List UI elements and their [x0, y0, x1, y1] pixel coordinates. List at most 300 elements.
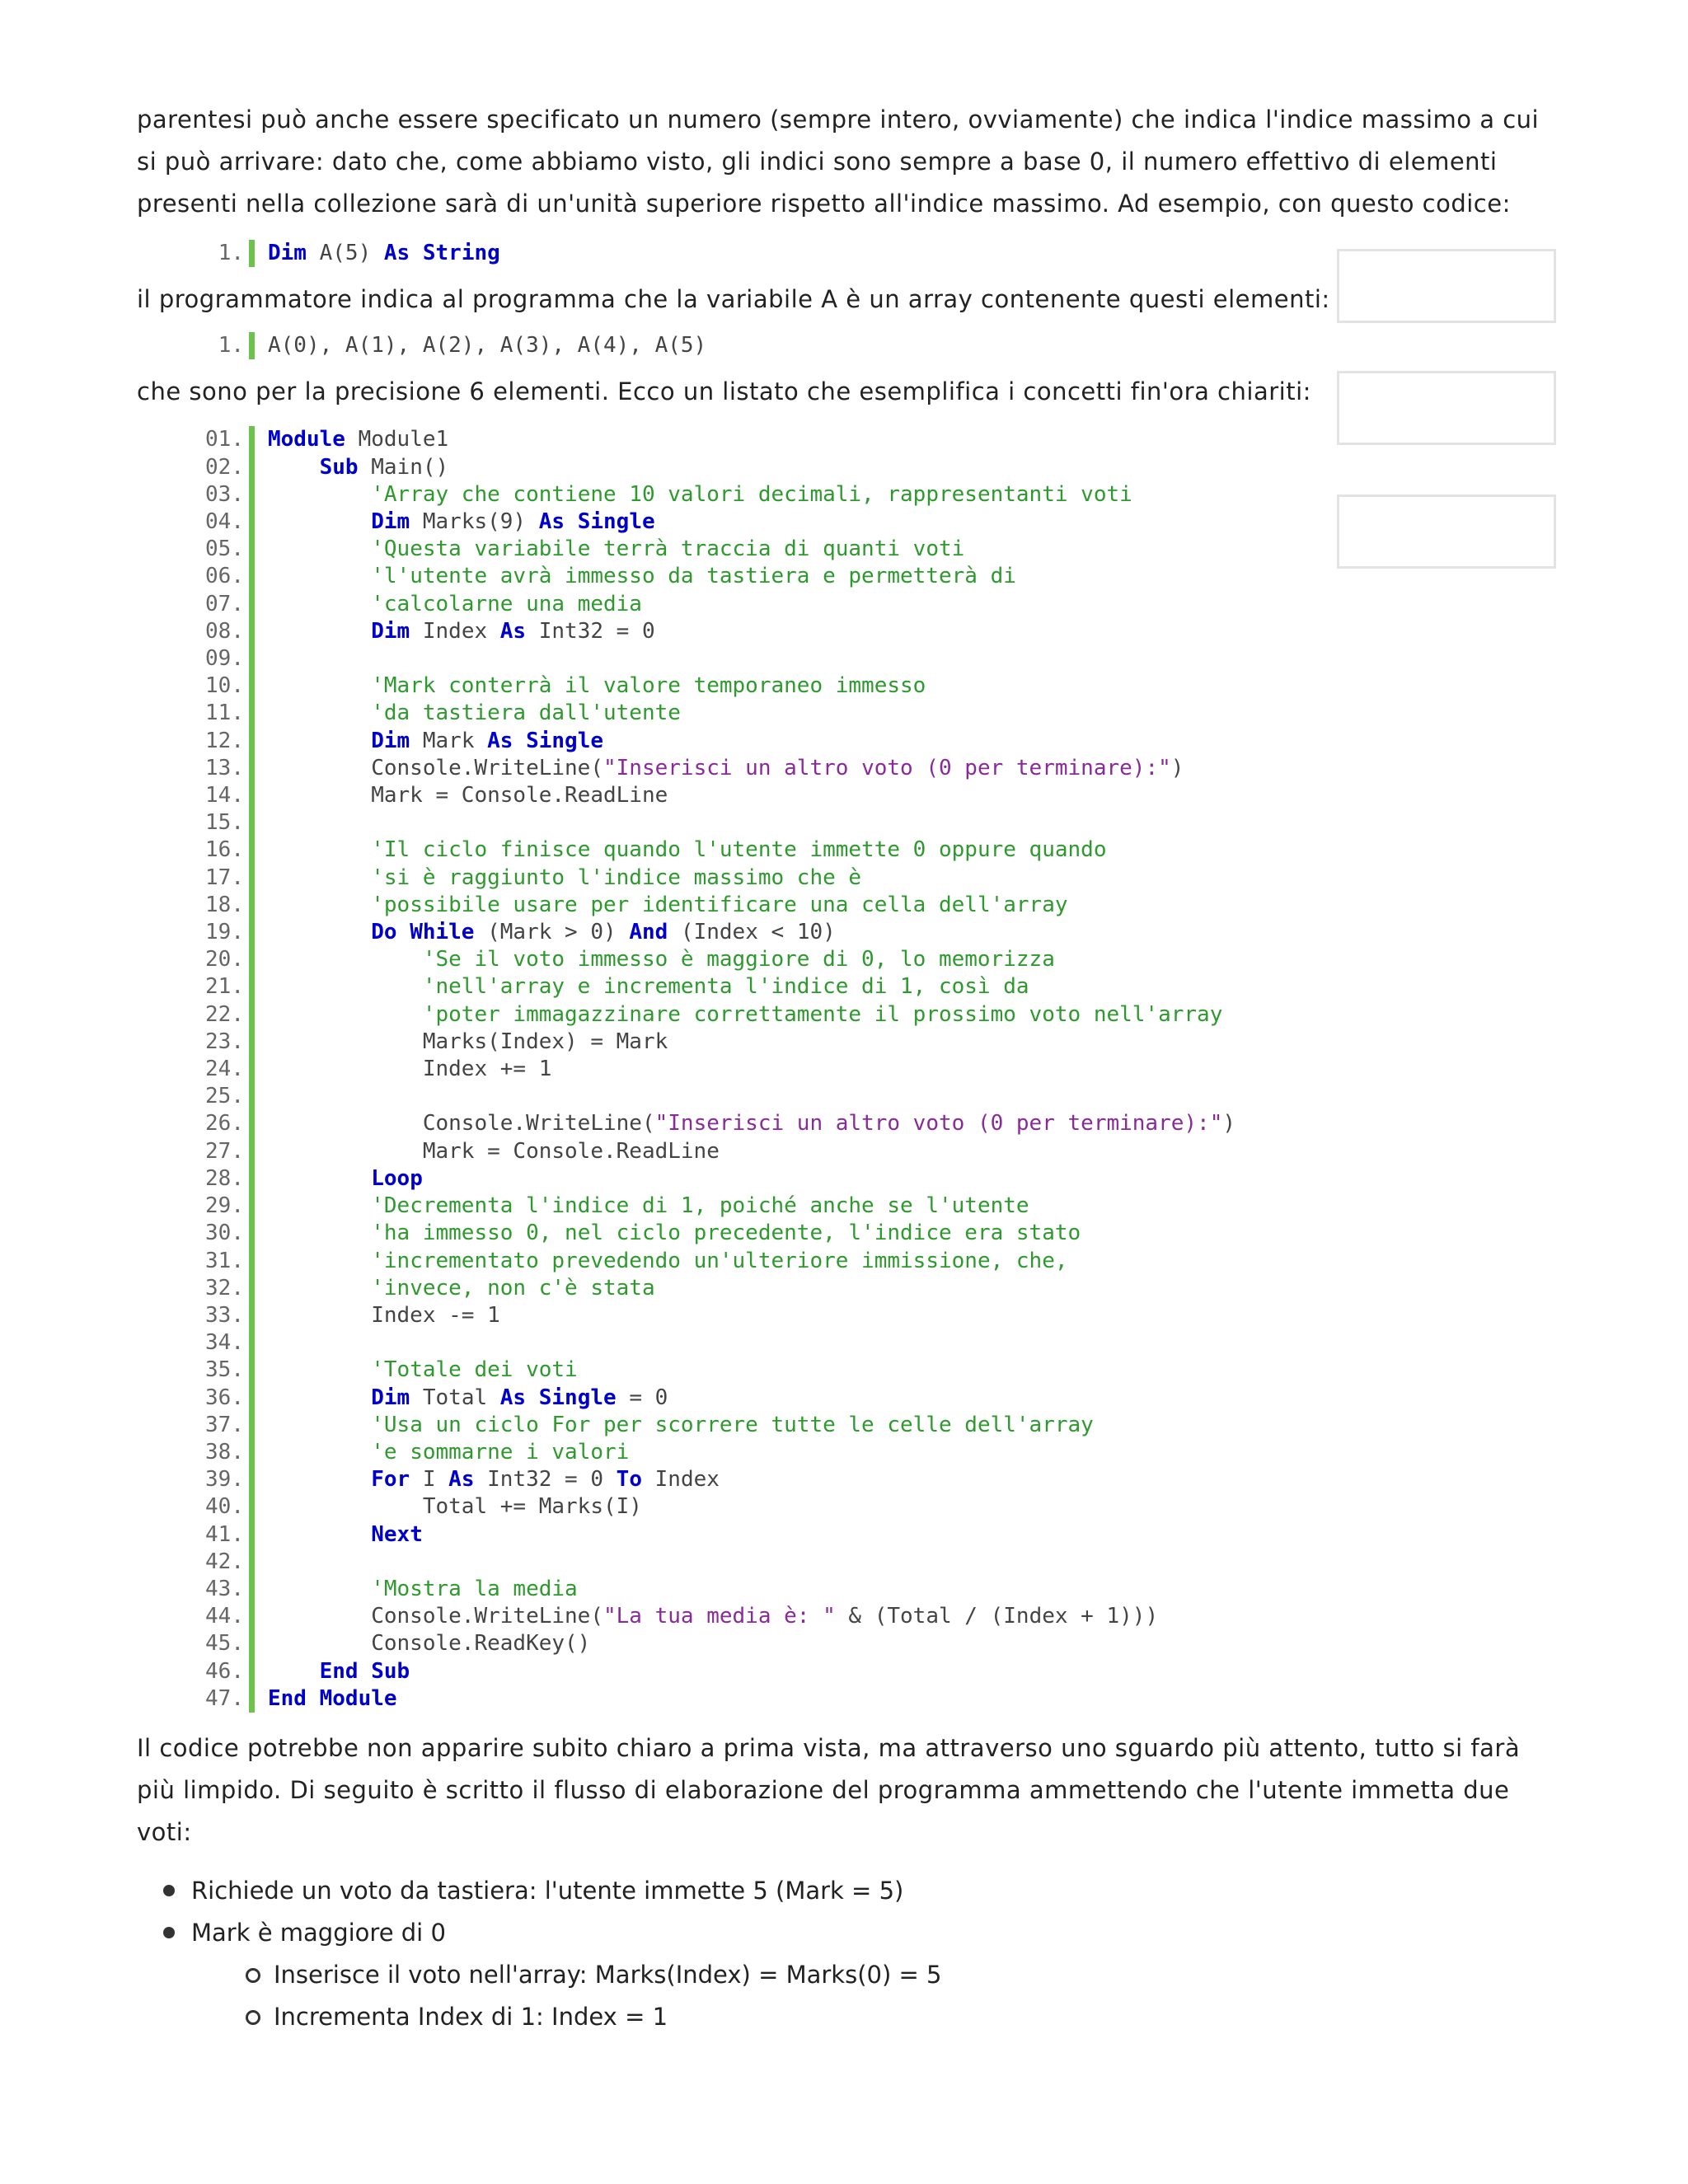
code-token: 'Il ciclo finisce quando l'utente immette 0 oppure quando — [371, 837, 1107, 863]
line-marker — [249, 536, 255, 563]
code-line — [166, 1302, 1551, 1329]
line-marker — [249, 1029, 255, 1056]
line-number: 37. — [205, 1412, 244, 1437]
code-snippet-elements — [166, 332, 1551, 359]
line-marker — [249, 1549, 255, 1576]
code-token: As — [383, 241, 410, 265]
code-token: 'Se il voto immesso è maggiore di 0, lo memorizza — [422, 947, 1055, 972]
code-token — [268, 893, 371, 917]
code-token: 'Mostra la media — [371, 1576, 578, 1601]
line-number: 40. — [205, 1494, 244, 1520]
code-text — [268, 1248, 1068, 1275]
code-token: Index -= 1 — [268, 1302, 500, 1328]
code-token — [268, 1002, 423, 1027]
code-text — [268, 454, 448, 481]
line-number: 02. — [205, 454, 244, 480]
line-number: 39. — [205, 1467, 244, 1493]
code-text — [268, 481, 1132, 509]
code-text — [268, 1466, 720, 1493]
code-token: Int32 = 0 — [474, 1467, 617, 1493]
code-token: Marks(9) — [410, 509, 539, 535]
code-token: As — [538, 509, 565, 535]
code-text — [268, 1439, 629, 1466]
code-token: Mark — [410, 728, 488, 753]
line-marker — [249, 1083, 255, 1110]
code-line — [166, 1220, 1551, 1247]
code-line — [166, 1329, 1551, 1357]
code-line — [166, 673, 1551, 700]
code-token — [268, 1357, 371, 1382]
code-token — [268, 1440, 371, 1465]
code-token: 'incrementato prevedendo un'ulteriore immissione, che, — [371, 1248, 1068, 1273]
code-token: End Sub — [319, 1658, 410, 1684]
line-number: 19. — [205, 920, 244, 945]
line-marker — [249, 1275, 255, 1302]
code-token — [268, 1522, 371, 1547]
code-text — [268, 1302, 500, 1329]
line-number: 12. — [205, 728, 244, 753]
code-line — [166, 1630, 1551, 1657]
code-token: 'poter immagazzinare correttamente il prossimo voto nell'array — [422, 1001, 1223, 1027]
nested-list-item — [274, 1996, 1551, 2038]
code-line — [166, 728, 1551, 755]
code-line — [166, 1658, 1551, 1685]
code-token — [268, 673, 371, 698]
code-text — [268, 919, 836, 946]
code-token: 'Totale dei voti — [371, 1357, 578, 1383]
line-number: 33. — [205, 1302, 244, 1328]
code-token: Total — [410, 1385, 500, 1410]
line-marker — [249, 1576, 255, 1603]
line-marker — [249, 1493, 255, 1521]
code-token — [268, 1249, 371, 1273]
line-number: 43. — [205, 1576, 244, 1601]
paragraph-explanation: Il codice potrebbe non apparire subito chiaro a prima vista, ma attraverso uno sguardo più attento, tutto si farà più limpido. Di seguito è scritto il flusso di elaborazione del programma ammettendo che l'utente immetta due voti: — [137, 1733, 1521, 1846]
code-token — [268, 1577, 371, 1601]
code-token: Index — [410, 618, 500, 644]
code-token — [268, 1385, 371, 1410]
line-marker — [249, 865, 255, 892]
code-token: Mark = Console.ReadLine — [268, 783, 668, 808]
code-text — [268, 1385, 668, 1412]
line-number: 05. — [205, 537, 244, 562]
paragraph-array-desc: il programmatore indica al programma che la variabile A è un array contenente questi elementi: — [137, 285, 1330, 314]
line-number: 09. — [205, 646, 244, 672]
code-token: "Inserisci un altro voto (0 per terminare):" — [603, 755, 1171, 780]
line-number: 42. — [205, 1549, 244, 1574]
code-line — [166, 755, 1551, 782]
line-number: 01. — [205, 427, 244, 452]
line-number: 10. — [205, 673, 244, 699]
code-token — [526, 1385, 539, 1410]
code-token: End Module — [268, 1685, 397, 1711]
code-token: As — [499, 618, 527, 644]
code-line — [166, 454, 1551, 481]
code-token — [268, 509, 371, 534]
code-line — [166, 1138, 1551, 1165]
line-marker — [249, 1193, 255, 1220]
code-token — [268, 1221, 371, 1245]
code-token: 'calcolarne una media — [371, 591, 642, 616]
code-text — [268, 1603, 1158, 1630]
code-token — [268, 1276, 371, 1301]
code-line — [166, 1001, 1551, 1029]
code-text — [268, 426, 448, 453]
line-number: 26. — [205, 1111, 244, 1137]
code-text — [268, 837, 1106, 864]
line-marker — [249, 591, 255, 618]
code-token: Console.ReadKey() — [268, 1631, 591, 1657]
code-line — [166, 1275, 1551, 1302]
code-token: 'da tastiera dall'utente — [371, 701, 681, 726]
code-token: I — [410, 1467, 449, 1493]
code-line — [166, 1083, 1551, 1110]
code-line — [166, 1685, 1551, 1713]
line-number: 14. — [205, 783, 244, 808]
nested-list-item — [274, 1954, 1551, 1996]
code-token: (Mark > 0) — [474, 920, 630, 945]
code-token: Next — [371, 1521, 423, 1547]
code-text — [268, 755, 1184, 782]
code-token: 'possibile usare per identificare una cella dell'array — [371, 892, 1068, 917]
code-toolbar-box-3[interactable] — [1337, 494, 1556, 569]
code-token: For — [371, 1467, 410, 1493]
code-line — [166, 1576, 1551, 1603]
line-marker — [249, 240, 255, 267]
code-text — [268, 1685, 397, 1713]
code-line — [166, 1521, 1551, 1549]
code-token: Console.WriteLine( — [268, 755, 603, 780]
line-marker — [249, 1001, 255, 1029]
line-number: 44. — [205, 1604, 244, 1629]
code-text — [268, 563, 1016, 590]
code-token — [268, 1166, 371, 1191]
code-token: 'si è raggiunto l'indice massimo che è — [371, 865, 862, 890]
code-line — [166, 865, 1551, 892]
code-token: Int32 = 0 — [526, 618, 655, 644]
code-text — [268, 728, 603, 755]
code-token: 'Usa un ciclo For per scorrere tutte le celle dell'array — [371, 1412, 1094, 1437]
code-line — [166, 837, 1551, 864]
line-marker — [249, 1439, 255, 1466]
code-line — [166, 645, 1551, 673]
code-token: (Index < 10) — [668, 920, 836, 945]
line-marker — [249, 1056, 255, 1083]
code-line — [166, 700, 1551, 727]
code-text — [268, 892, 1068, 919]
code-line — [166, 892, 1551, 919]
code-token: Single — [538, 1385, 617, 1410]
line-number: 15. — [205, 810, 244, 836]
code-token: As — [499, 1385, 527, 1410]
code-token: 'nell'array e incrementa l'indice di 1, così da — [422, 974, 1029, 1000]
code-text — [268, 1083, 281, 1110]
line-marker — [249, 946, 255, 973]
code-token: Console.WriteLine( — [268, 1111, 655, 1137]
code-line — [166, 1603, 1551, 1630]
line-number: 32. — [205, 1275, 244, 1301]
code-line — [166, 1385, 1551, 1412]
line-number: 04. — [205, 509, 244, 535]
code-text — [268, 1549, 281, 1576]
code-token — [268, 701, 371, 725]
code-text — [268, 1493, 642, 1521]
code-text — [268, 700, 681, 727]
code-token: As — [487, 728, 513, 753]
code-token — [268, 564, 371, 588]
paragraph-listing-intro: che sono per la precisione 6 elementi. Ecco un listato che esemplifica i concetti fin'ora chiariti: — [137, 377, 1311, 406]
code-token — [268, 482, 371, 507]
code-listing — [166, 426, 1551, 1713]
line-marker — [249, 509, 255, 536]
code-text — [268, 1412, 1094, 1439]
code-token — [268, 1467, 371, 1492]
code-line — [166, 1357, 1551, 1384]
line-marker — [249, 1248, 255, 1275]
code-line — [166, 1165, 1551, 1193]
code-text — [268, 1029, 668, 1056]
nested-list — [191, 1954, 1551, 2038]
code-line — [166, 332, 1551, 359]
line-number: 17. — [205, 865, 244, 890]
line-number: 06. — [205, 564, 244, 589]
code-token: Dim — [371, 1385, 410, 1410]
code-text — [268, 865, 861, 892]
code-token: Module — [268, 427, 345, 452]
code-token — [565, 509, 578, 534]
line-number: 31. — [205, 1248, 244, 1273]
code-token: 'e sommarne i valori — [371, 1439, 630, 1465]
code-text — [268, 1275, 655, 1302]
line-number: 29. — [205, 1193, 244, 1219]
code-text — [268, 673, 926, 700]
line-number: 35. — [205, 1357, 244, 1383]
code-token: Dim — [371, 509, 410, 535]
line-marker — [249, 1110, 255, 1137]
line-number: 1. — [218, 241, 244, 265]
code-token: = 0 — [616, 1385, 668, 1410]
line-marker — [249, 1466, 255, 1493]
code-token — [268, 537, 371, 561]
code-token: As — [448, 1467, 475, 1493]
code-token — [268, 865, 371, 890]
code-text — [268, 1165, 423, 1193]
line-marker — [249, 1521, 255, 1549]
code-token — [268, 592, 371, 616]
list-item-text: Mark è maggiore di 0 — [191, 1918, 446, 1947]
code-text — [268, 1138, 720, 1165]
line-marker — [249, 1138, 255, 1165]
line-number: 47. — [205, 1685, 244, 1711]
code-token: And — [629, 920, 668, 945]
line-number: 07. — [205, 591, 244, 616]
code-line — [166, 973, 1551, 1001]
code-token: "La tua media è: " — [603, 1604, 836, 1629]
line-number: 24. — [205, 1057, 244, 1082]
code-line — [166, 782, 1551, 809]
code-token: Sub — [319, 454, 359, 480]
line-marker — [249, 1302, 255, 1329]
code-line — [166, 591, 1551, 618]
code-text — [268, 1056, 551, 1083]
line-marker — [249, 809, 255, 837]
code-token: Main() — [358, 454, 449, 480]
code-line — [166, 1466, 1551, 1493]
code-token: Do While — [371, 920, 475, 945]
line-marker — [249, 1412, 255, 1439]
line-number: 45. — [205, 1631, 244, 1657]
line-marker — [249, 1357, 255, 1384]
code-text — [268, 509, 655, 536]
code-token: Module1 — [345, 427, 449, 452]
code-text — [268, 1576, 578, 1603]
code-text — [268, 1193, 1029, 1220]
line-marker — [249, 728, 255, 755]
code-token: A(0), A(1), A(2), A(3), A(4), A(5) — [268, 333, 707, 359]
line-number: 30. — [205, 1221, 244, 1246]
line-number: 1. — [218, 333, 244, 359]
code-text — [268, 782, 668, 809]
code-token — [268, 947, 423, 972]
code-line — [166, 1056, 1551, 1083]
code-token: 'Questa variabile terrà traccia di quanti voti — [371, 537, 965, 562]
code-line — [166, 809, 1551, 837]
line-marker — [249, 1329, 255, 1357]
line-number: 38. — [205, 1439, 244, 1465]
code-line — [166, 618, 1551, 645]
code-token: Single — [526, 728, 604, 753]
code-token: Total += Marks(I) — [268, 1494, 642, 1520]
code-token: A(5) — [306, 241, 384, 265]
code-token — [410, 241, 423, 265]
code-token: 'Decrementa l'indice di 1, poiché anche se l'utente — [371, 1193, 1029, 1219]
code-token: Marks(Index) = Mark — [268, 1029, 668, 1054]
code-text — [268, 973, 1029, 1001]
line-number: 13. — [205, 755, 244, 780]
code-token — [268, 619, 371, 644]
list-item-text: Richiede un voto da tastiera: l'utente immette 5 (Mark = 5) — [191, 1876, 904, 1905]
line-number: 25. — [205, 1084, 244, 1109]
line-marker — [249, 673, 255, 700]
line-marker — [249, 973, 255, 1001]
code-text — [268, 1658, 410, 1685]
line-marker — [249, 332, 255, 359]
code-token: Mark = Console.ReadLine — [268, 1138, 720, 1164]
line-number: 36. — [205, 1385, 244, 1410]
line-number: 28. — [205, 1165, 244, 1191]
line-number: 27. — [205, 1138, 244, 1164]
code-text — [268, 591, 642, 618]
code-token: Index += 1 — [268, 1057, 552, 1082]
line-marker — [249, 1685, 255, 1713]
code-toolbar-box-2[interactable] — [1337, 371, 1556, 445]
line-marker — [249, 426, 255, 453]
code-token: Loop — [371, 1165, 423, 1191]
line-marker — [249, 1385, 255, 1412]
code-toolbar-box-1[interactable] — [1337, 249, 1556, 323]
code-text — [268, 332, 706, 359]
code-text — [268, 1630, 590, 1657]
code-token: 'l'utente avrà immesso da tastiera e permetterà di — [371, 564, 1016, 589]
line-marker — [249, 454, 255, 481]
line-number: 21. — [205, 974, 244, 1000]
line-marker — [249, 618, 255, 645]
line-marker — [249, 1630, 255, 1657]
line-marker — [249, 700, 255, 727]
nested-list-item-text: Incrementa Index di 1: Index = 1 — [274, 2002, 668, 2031]
line-marker — [249, 919, 255, 946]
code-token: Single — [577, 509, 655, 535]
code-token: 'Mark conterrà il valore temporaneo immesso — [371, 673, 926, 699]
code-token: & (Total / (Index + 1))) — [835, 1604, 1159, 1629]
code-token: "Inserisci un altro voto (0 per terminare):" — [654, 1111, 1223, 1137]
code-token: Console.WriteLine( — [268, 1604, 603, 1629]
line-marker — [249, 1603, 255, 1630]
code-token — [268, 729, 371, 753]
code-token — [268, 1659, 320, 1684]
list-item — [191, 1870, 1551, 1912]
code-token: To — [616, 1467, 642, 1493]
code-text — [268, 536, 964, 563]
code-token: 'ha immesso 0, nel ciclo precedente, l'indice era stato — [371, 1221, 1081, 1246]
code-token: Dim — [371, 618, 410, 644]
code-token — [513, 729, 526, 753]
code-token: 'invece, non c'è stata — [371, 1275, 655, 1301]
code-text — [268, 618, 655, 645]
code-text — [268, 809, 281, 837]
line-marker — [249, 782, 255, 809]
line-marker — [249, 1220, 255, 1247]
line-number: 11. — [205, 701, 244, 726]
line-number: 03. — [205, 481, 244, 507]
code-line — [166, 1439, 1551, 1466]
code-token: ) — [1170, 755, 1184, 780]
line-number: 16. — [205, 837, 244, 863]
line-number: 20. — [205, 947, 244, 972]
code-token: Dim — [268, 241, 307, 265]
code-token — [268, 920, 371, 944]
code-token: Index — [641, 1467, 720, 1493]
code-line — [166, 1110, 1551, 1137]
nested-list-item-text: Inserisce il voto nell'array: Marks(Index) = Marks(0) = 5 — [274, 1960, 942, 1989]
code-text — [268, 946, 1055, 973]
code-line — [166, 946, 1551, 973]
code-text — [268, 645, 281, 673]
code-text — [268, 1220, 1081, 1247]
line-marker — [249, 837, 255, 864]
code-text — [268, 240, 500, 267]
code-text — [268, 1521, 423, 1549]
line-number: 22. — [205, 1001, 244, 1027]
line-marker — [249, 481, 255, 509]
line-number: 41. — [205, 1521, 244, 1547]
line-marker — [249, 1165, 255, 1193]
code-text — [268, 1357, 578, 1384]
line-number: 46. — [205, 1658, 244, 1684]
code-text — [268, 1001, 1222, 1029]
code-line — [166, 1248, 1551, 1275]
code-token — [268, 974, 423, 999]
paragraph-intro: parentesi può anche essere specificato un numero (sempre intero, ovviamente) che indica l'indice massimo a cui si può arrivare: dato che, come abbiamo visto, gli indici sono sempre a base 0, il numero effettivo di elementi presenti nella collezione sarà di un'unità superiore rispetto all'indice massimo. Ad esempio, con questo codice: — [137, 105, 1540, 218]
code-line — [166, 1029, 1551, 1056]
line-marker — [249, 1658, 255, 1685]
list-item — [191, 1912, 1551, 2038]
code-text — [268, 1110, 1236, 1137]
code-token: ) — [1222, 1111, 1236, 1137]
line-number: 23. — [205, 1029, 244, 1054]
line-marker — [249, 645, 255, 673]
code-token: Dim — [371, 728, 410, 753]
